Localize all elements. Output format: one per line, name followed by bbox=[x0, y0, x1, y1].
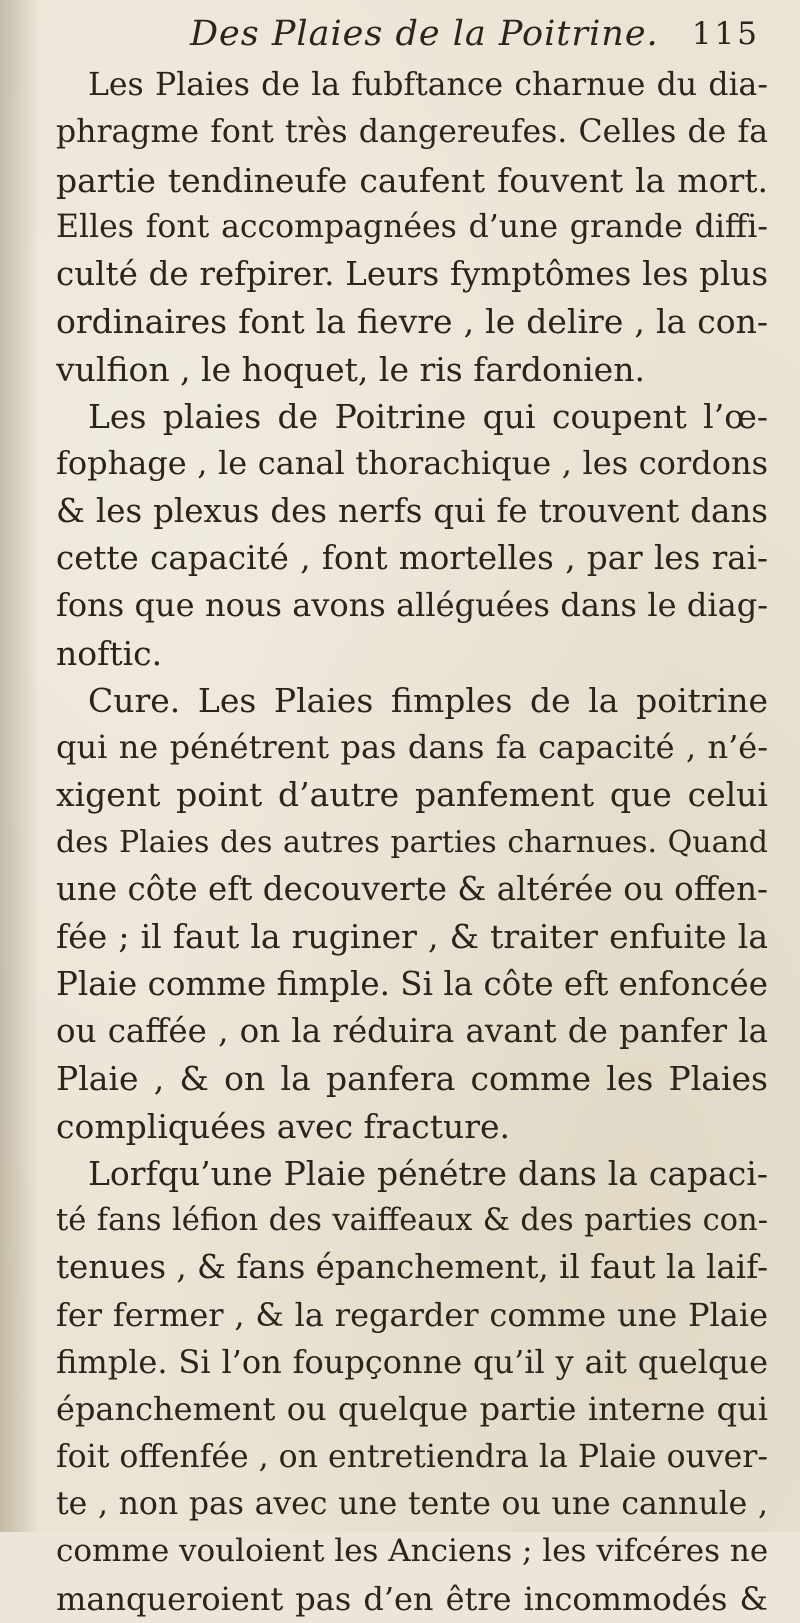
text-line: qui ne pénétrent pas dans fa capacité , n’é- bbox=[56, 728, 768, 767]
text-line: te , non pas avec une tente ou une cannule , bbox=[56, 1485, 768, 1522]
text-line: té fans léfion des vaiffeaux & des parties con- bbox=[56, 1203, 768, 1239]
text-line: fer fermer , & la regarder comme une Plaie bbox=[56, 1295, 768, 1334]
spine-shadow bbox=[0, 0, 40, 1532]
running-head bbox=[120, 14, 760, 64]
text-line: culté de refpirer. Leurs fymptômes les plus bbox=[56, 255, 768, 294]
text-line: Les plaies de Poitrine qui coupent l’œ- bbox=[88, 397, 768, 437]
text-line: Lorfqu’une Plaie pénétre dans la capaci- bbox=[88, 1153, 768, 1193]
text-line: comme vouloient les Anciens ; les vifcéres ne bbox=[56, 1533, 769, 1570]
text-line: tenues , & fans épanchement, il faut la laif- bbox=[56, 1248, 769, 1287]
text-line: xigent point d’autre panfement que celui bbox=[56, 775, 768, 815]
text-line: fons que nous avons alléguées dans le diag- bbox=[56, 586, 768, 625]
text-line: Cure. Les Plaies fimples de la poitrine bbox=[88, 680, 768, 720]
text-line: cette capacité , font mortelles , par les rai- bbox=[56, 538, 768, 577]
text-line: Plaie comme fimple. Si la côte eft enfoncée bbox=[56, 964, 768, 1003]
text-line: fimple. Si l’on foupçonne qu’il y ait quelque bbox=[56, 1343, 768, 1382]
text-line: partie tendineufe caufent fouvent la mort. bbox=[56, 160, 768, 200]
text-line: fée ; il faut la ruginer , & traiter enfuite la bbox=[56, 917, 768, 957]
text-line: épanchement ou quelque partie interne qui bbox=[56, 1390, 768, 1429]
page-number: 115 bbox=[691, 16, 760, 52]
text-line: des Plaies des autres parties charnues. Quand bbox=[56, 824, 768, 860]
text-line: noftic. bbox=[56, 633, 163, 673]
running-title: Des Plaies de la Poitrine. bbox=[190, 14, 659, 54]
text-line: Les Plaies de la fubftance charnue du dia- bbox=[88, 67, 768, 103]
text-line: & les plexus des nerfs qui fe trouvent dans bbox=[56, 491, 768, 530]
text-line: phragme font très dangereufes. Celles de fa bbox=[56, 114, 768, 151]
text-line: Elles font accompagnées d’une grande diffi- bbox=[56, 208, 768, 245]
text-line: Plaie , & on la panfera comme les Plaies bbox=[56, 1059, 768, 1099]
body-text bbox=[56, 62, 768, 1623]
text-line: fophage , le canal thorachique , les cordons bbox=[56, 444, 768, 483]
text-line: une côte eft decouverte & altérée ou offen- bbox=[56, 870, 768, 909]
text-line: compliquées avec fracture. bbox=[56, 1106, 511, 1146]
text-line: vulfion , le hoquet, le ris fardonien. bbox=[56, 349, 645, 389]
text-line: ou caffée , on la réduira avant de panfer la bbox=[56, 1011, 768, 1050]
text-line: foit offenfée , on entretiendra la Plaie ouver- bbox=[56, 1438, 768, 1475]
text-line: ordinaires font la fievre , le delire , la con- bbox=[56, 302, 768, 342]
text-line: manqueroient pas d’en être incommodés & bbox=[56, 1579, 768, 1618]
